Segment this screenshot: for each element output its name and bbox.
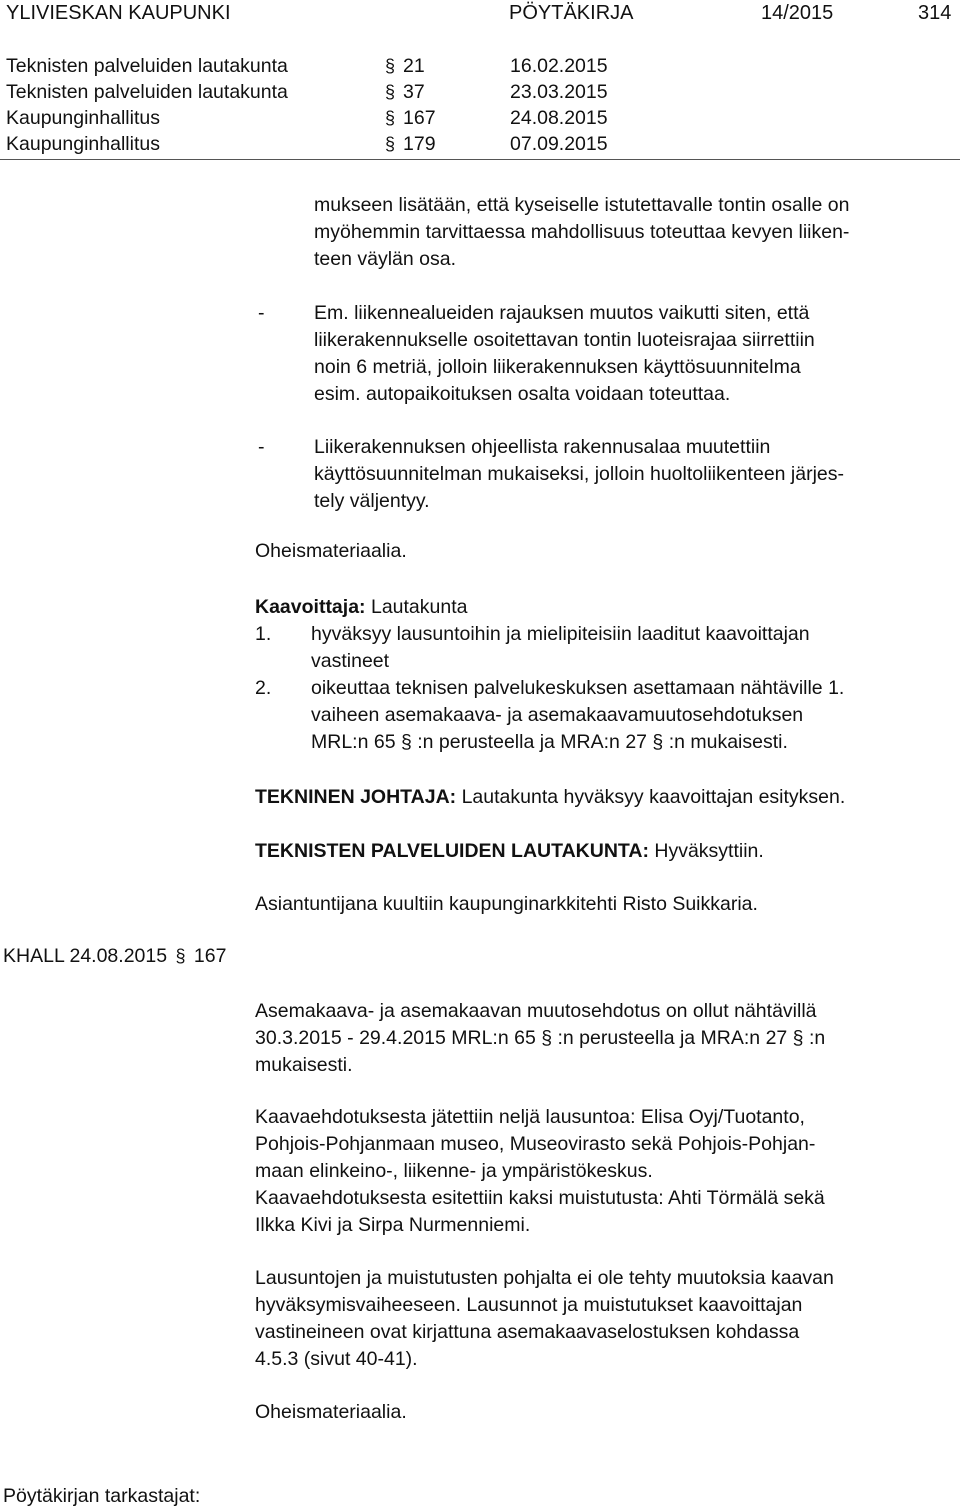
- history-body: Teknisten palveluiden lautakunta: [6, 55, 288, 77]
- proposal-item-number: 1.: [255, 623, 272, 645]
- director-text: Lautakunta hyväksyy kaavoittajan esityksen.: [461, 786, 846, 808]
- document-number: 14/2015: [761, 2, 834, 24]
- history-section: 167: [403, 107, 436, 129]
- bullet-marker: -: [258, 436, 265, 458]
- proposal-target: Lautakunta: [370, 596, 468, 618]
- attachment-note: Oheismateriaalia.: [255, 1401, 407, 1423]
- proposal-item-text: hyväksyy lausuntoihin ja mielipiteisiin laaditut kaavoittajan vastineet: [311, 623, 810, 672]
- board-label: TEKNISTEN PALVELUIDEN LAUTAKUNTA:: [255, 840, 649, 862]
- document-type: PÖYTÄKIRJA: [509, 2, 634, 24]
- proposal-heading: [255, 594, 955, 621]
- section-symbol-icon: §: [384, 108, 395, 128]
- director-label: TEKNINEN JOHTAJA:: [255, 786, 457, 808]
- proposal-item-text: oikeuttaa teknisen palvelukeskuksen asettamaan nähtäville 1. vaiheen asemakaava- ja asemakaavamuutosehdotuksen MRL:n 65 § :n perusteella ja MRA:n 27 § :n mukaisesti.: [311, 677, 845, 753]
- expert-note: Asiantuntijana kuultiin kaupunginarkkitehti Risto Suikkaria.: [255, 893, 758, 915]
- history-date: 16.02.2015: [510, 55, 608, 77]
- khall-section: 167: [193, 945, 227, 967]
- history-date: 23.03.2015: [510, 81, 608, 103]
- header-divider: [0, 159, 960, 160]
- history-body: Kaupunginhallitus: [6, 107, 160, 129]
- history-section: 179: [403, 133, 436, 155]
- khall-label: KHALL 24.08.2015: [3, 945, 168, 967]
- paragraph: Asemakaava- ja asemakaavan muutosehdotus on ollut nähtävillä 30.3.2015 - 29.4.2015 MRL:n 65 § :n perusteella ja MRA:n 27 § :n mukaisesti.: [255, 1000, 826, 1076]
- history-date: 07.09.2015: [510, 133, 608, 155]
- bullet-marker: -: [258, 302, 265, 324]
- page-number: 314: [918, 2, 952, 24]
- history-section: 21: [403, 55, 425, 77]
- proposal-label: Kaavoittaja:: [255, 596, 366, 618]
- section-symbol-icon: §: [175, 946, 186, 966]
- section-symbol-icon: §: [384, 82, 395, 102]
- organization-name: YLIVIESKAN KAUPUNKI: [6, 2, 231, 24]
- paragraph: Kaavaehdotuksesta jätettiin neljä lausuntoa: Elisa Oyj/Tuotanto, Pohjois-Pohjanmaan museo, Museovirasto sekä Pohjois-Pohjan- maan elinkeino-, liikenne- ja ympäristökeskus. Kaavaehdotuksesta esitettiin kaksi muistutusta: Ahti Törmälä sekä Ilkka Kivi ja Sirpa Nurmenniemi.: [255, 1106, 825, 1236]
- section-symbol-icon: §: [384, 56, 395, 76]
- bullet-text: Liikerakennuksen ohjeellista rakennusalaa muutettiin käyttösuunnitelman mukaiseksi, jolloin huoltoliikenteen järjes- tely väljentyy.: [314, 436, 845, 512]
- history-date: 24.08.2015: [510, 107, 608, 129]
- history-body: Kaupunginhallitus: [6, 133, 160, 155]
- proposal-item-number: 2.: [255, 677, 272, 699]
- history-body: Teknisten palveluiden lautakunta: [6, 81, 288, 103]
- continuation-text: mukseen lisätään, että kyseiselle istutettavalle tontin osalle on myöhemmin tarvittaessa mahdollisuus toteuttaa kevyen liiken- teen väylän osa.: [314, 194, 850, 270]
- board-decision: [255, 838, 955, 865]
- khall-reference: [3, 945, 226, 968]
- bullet-text: Em. liikennealueiden rajauksen muutos vaikutti siten, että liikerakennukselle osoitettavan tontin luoteisrajaa siirrettiin noin 6 metriä, jolloin liikerakennuksen käyttösuunnitelma esim. autopaikoituksen osalta voidaan toteuttaa.: [314, 302, 815, 405]
- section-symbol-icon: §: [384, 134, 395, 154]
- footer-label: Pöytäkirjan tarkastajat:: [3, 1485, 201, 1507]
- board-text: Hyväksyttiin.: [654, 840, 764, 862]
- attachment-note: Oheismateriaalia.: [255, 540, 407, 562]
- director-statement: [255, 784, 955, 811]
- paragraph: Lausuntojen ja muistutusten pohjalta ei ole tehty muutoksia kaavan hyväksymisvaiheeseen. Lausunnot ja muistutukset kaavoittajan vastineineen ovat kirjattuna asemakaavaselostuksen kohdassa 4.5.3 (sivut 40-41).: [255, 1267, 834, 1370]
- history-section: 37: [403, 81, 425, 103]
